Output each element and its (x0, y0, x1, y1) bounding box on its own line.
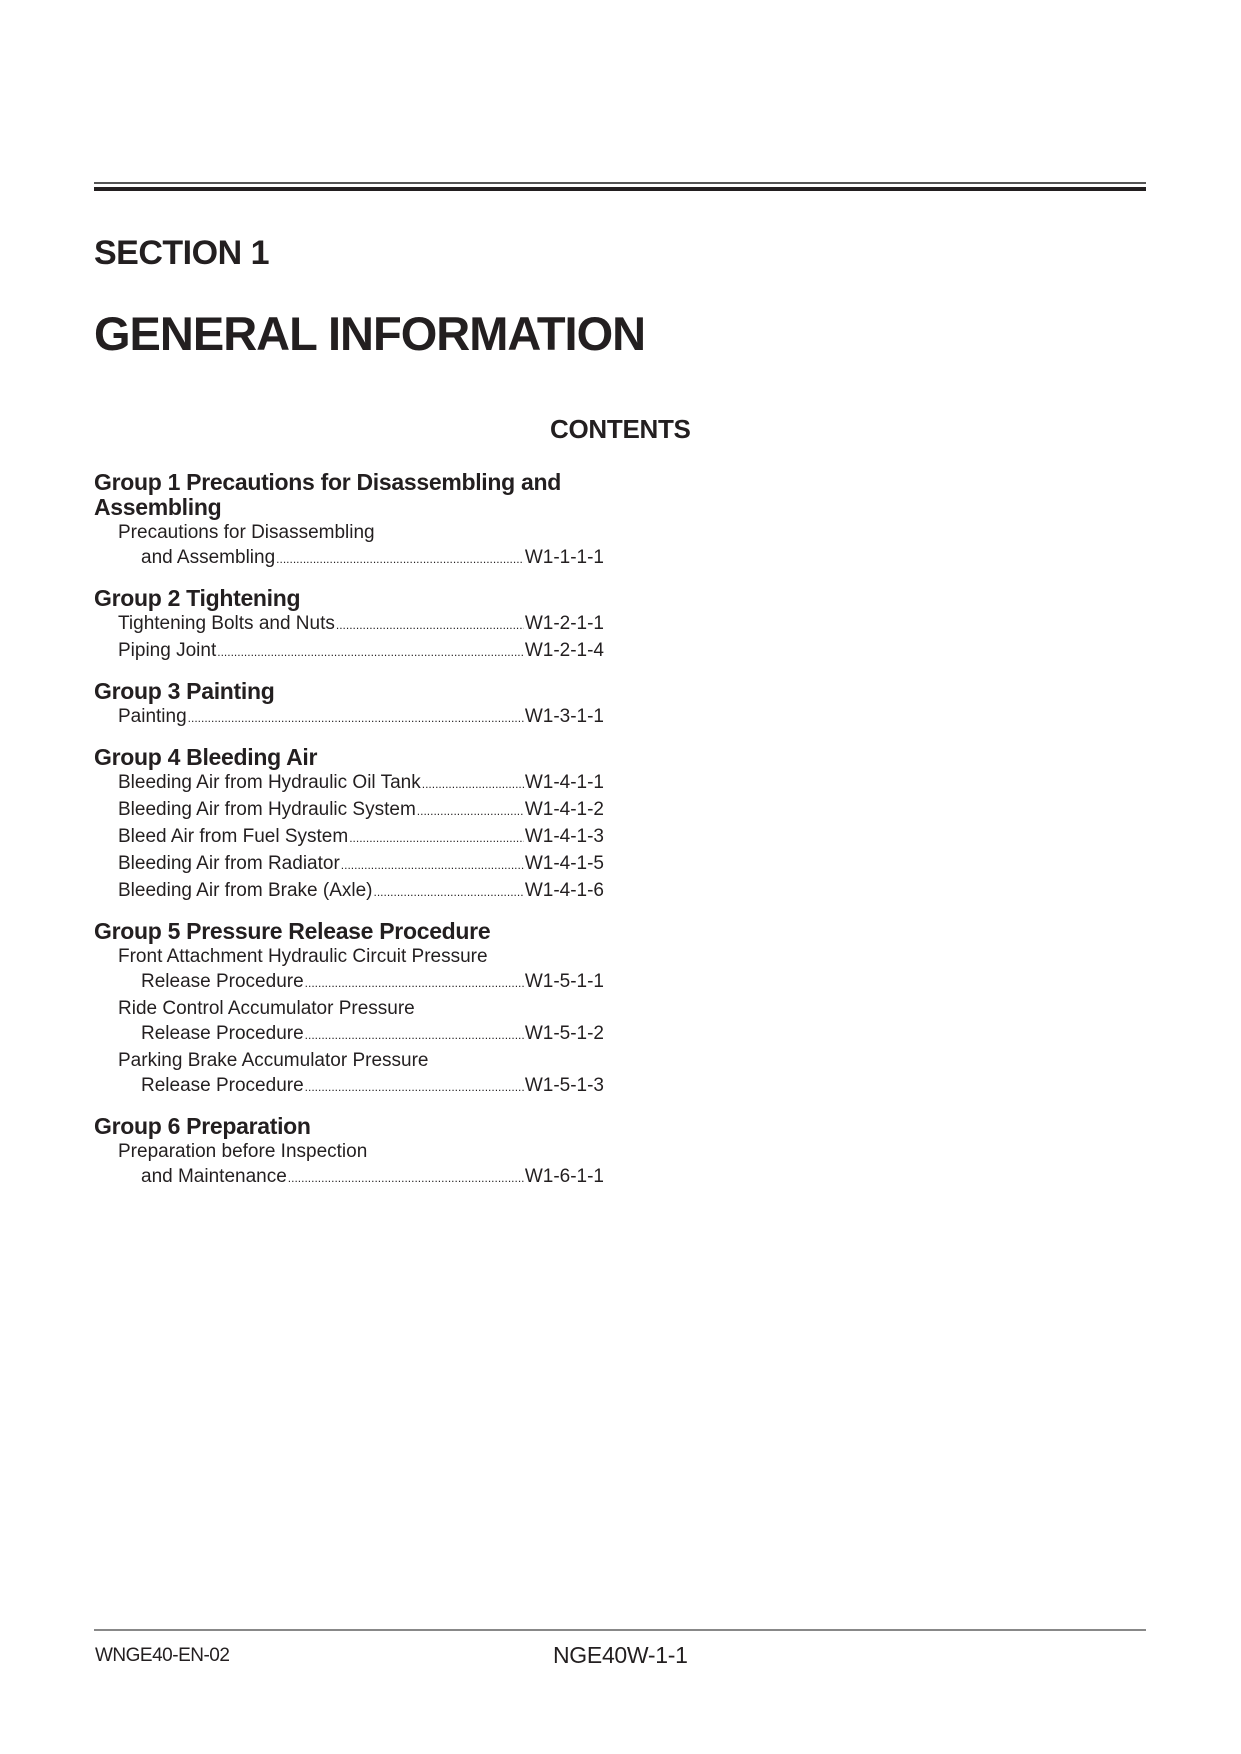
entry-page[interactable]: W1-3-1-1 (524, 706, 604, 727)
entry-title: Release Procedure (141, 1075, 304, 1096)
entry-title: Tightening Bolts and Nuts (118, 613, 335, 634)
dot-leader (374, 880, 524, 905)
entry-title: Painting (118, 706, 187, 727)
toc-group-5 (94, 919, 604, 1100)
entry-page[interactable]: W1-4-1-6 (524, 880, 604, 901)
entry-page[interactable]: W1-6-1-1 (524, 1166, 604, 1187)
entry-title: Bleeding Air from Hydraulic Oil Tank (118, 772, 421, 793)
group-title[interactable]: Group 2 Tightening (94, 585, 301, 611)
entry-title: and Assembling (141, 547, 276, 568)
entry-page[interactable]: W1-4-1-2 (524, 799, 604, 820)
entry-title-line: Preparation before Inspection (118, 1141, 368, 1162)
toc-entry[interactable] (94, 1139, 604, 1191)
entry-title-line: Front Attachment Hydraulic Circuit Pressure (118, 946, 488, 967)
entry-title: Bleeding Air from Brake (Axle) (118, 880, 373, 901)
toc-group-1 (94, 470, 604, 572)
toc-entry[interactable] (94, 638, 604, 665)
entry-title-line: Precautions for Disassembling (118, 522, 375, 543)
entry-page[interactable]: W1-5-1-3 (524, 1075, 604, 1096)
entry-page[interactable]: W1-1-1-1 (524, 547, 604, 568)
toc-entry[interactable] (94, 944, 604, 996)
group-title[interactable]: Group 6 Preparation (94, 1113, 311, 1139)
toc-group-6 (94, 1114, 604, 1191)
toc-entry[interactable] (94, 824, 604, 851)
entry-title: Bleeding Air from Hydraulic System (118, 799, 416, 820)
entry-title: Release Procedure (141, 971, 304, 992)
dot-leader (336, 613, 524, 638)
contents-heading: CONTENTS (550, 414, 691, 444)
header-rule-thin (94, 182, 1146, 184)
document-code: WNGE40-EN-02 (95, 1645, 230, 1666)
dot-leader (288, 1166, 524, 1191)
entry-page[interactable]: W1-2-1-4 (524, 640, 604, 661)
dot-leader (276, 547, 524, 572)
entry-title-line: Ride Control Accumulator Pressure (118, 998, 415, 1019)
dot-leader (341, 853, 524, 878)
group-title-line: Assembling (94, 494, 222, 520)
toc-entry[interactable] (94, 770, 604, 797)
toc-group-3 (94, 679, 604, 731)
entry-title: Bleed Air from Fuel System (118, 826, 349, 847)
entry-page[interactable]: W1-5-1-2 (524, 1023, 604, 1044)
toc-group-4 (94, 745, 604, 905)
toc-entry[interactable] (94, 704, 604, 731)
dot-leader (422, 772, 524, 797)
entry-title: Release Procedure (141, 1023, 304, 1044)
dot-leader (305, 971, 524, 996)
header-rule-thick (94, 187, 1146, 191)
table-of-contents (94, 470, 604, 1205)
section-title: GENERAL INFORMATION (94, 307, 646, 360)
section-label: SECTION 1 (94, 234, 269, 272)
toc-entry[interactable] (94, 1048, 604, 1100)
group-title[interactable]: Group 3 Painting (94, 678, 275, 704)
dot-leader (305, 1023, 524, 1048)
group-title[interactable]: Group 4 Bleeding Air (94, 744, 318, 770)
footer-rule (94, 1629, 1146, 1631)
toc-entry[interactable] (94, 611, 604, 638)
entry-page[interactable]: W1-4-1-3 (524, 826, 604, 847)
toc-group-2 (94, 586, 604, 665)
toc-entry[interactable] (94, 996, 604, 1048)
entry-page[interactable]: W1-5-1-1 (524, 971, 604, 992)
toc-entry[interactable] (94, 878, 604, 905)
dot-leader (217, 640, 524, 665)
entry-title: Bleeding Air from Radiator (118, 853, 340, 874)
group-title[interactable] (94, 470, 604, 520)
entry-page[interactable]: W1-4-1-1 (524, 772, 604, 793)
toc-entry[interactable] (94, 520, 604, 572)
toc-entry[interactable] (94, 797, 604, 824)
toc-entry[interactable] (94, 851, 604, 878)
entry-page[interactable]: W1-4-1-5 (524, 853, 604, 874)
entry-title-line: Parking Brake Accumulator Pressure (118, 1050, 429, 1071)
dot-leader (349, 826, 524, 851)
dot-leader (417, 799, 524, 824)
entry-title: Piping Joint (118, 640, 217, 661)
entry-page[interactable]: W1-2-1-1 (524, 613, 604, 634)
dot-leader (305, 1075, 524, 1100)
group-title[interactable]: Group 5 Pressure Release Procedure (94, 918, 491, 944)
page-number: NGE40W-1-1 (553, 1642, 688, 1668)
group-title-line: Group 1 Precautions for Disassembling and (94, 469, 561, 495)
dot-leader (188, 706, 524, 731)
entry-title: and Maintenance (141, 1166, 287, 1187)
